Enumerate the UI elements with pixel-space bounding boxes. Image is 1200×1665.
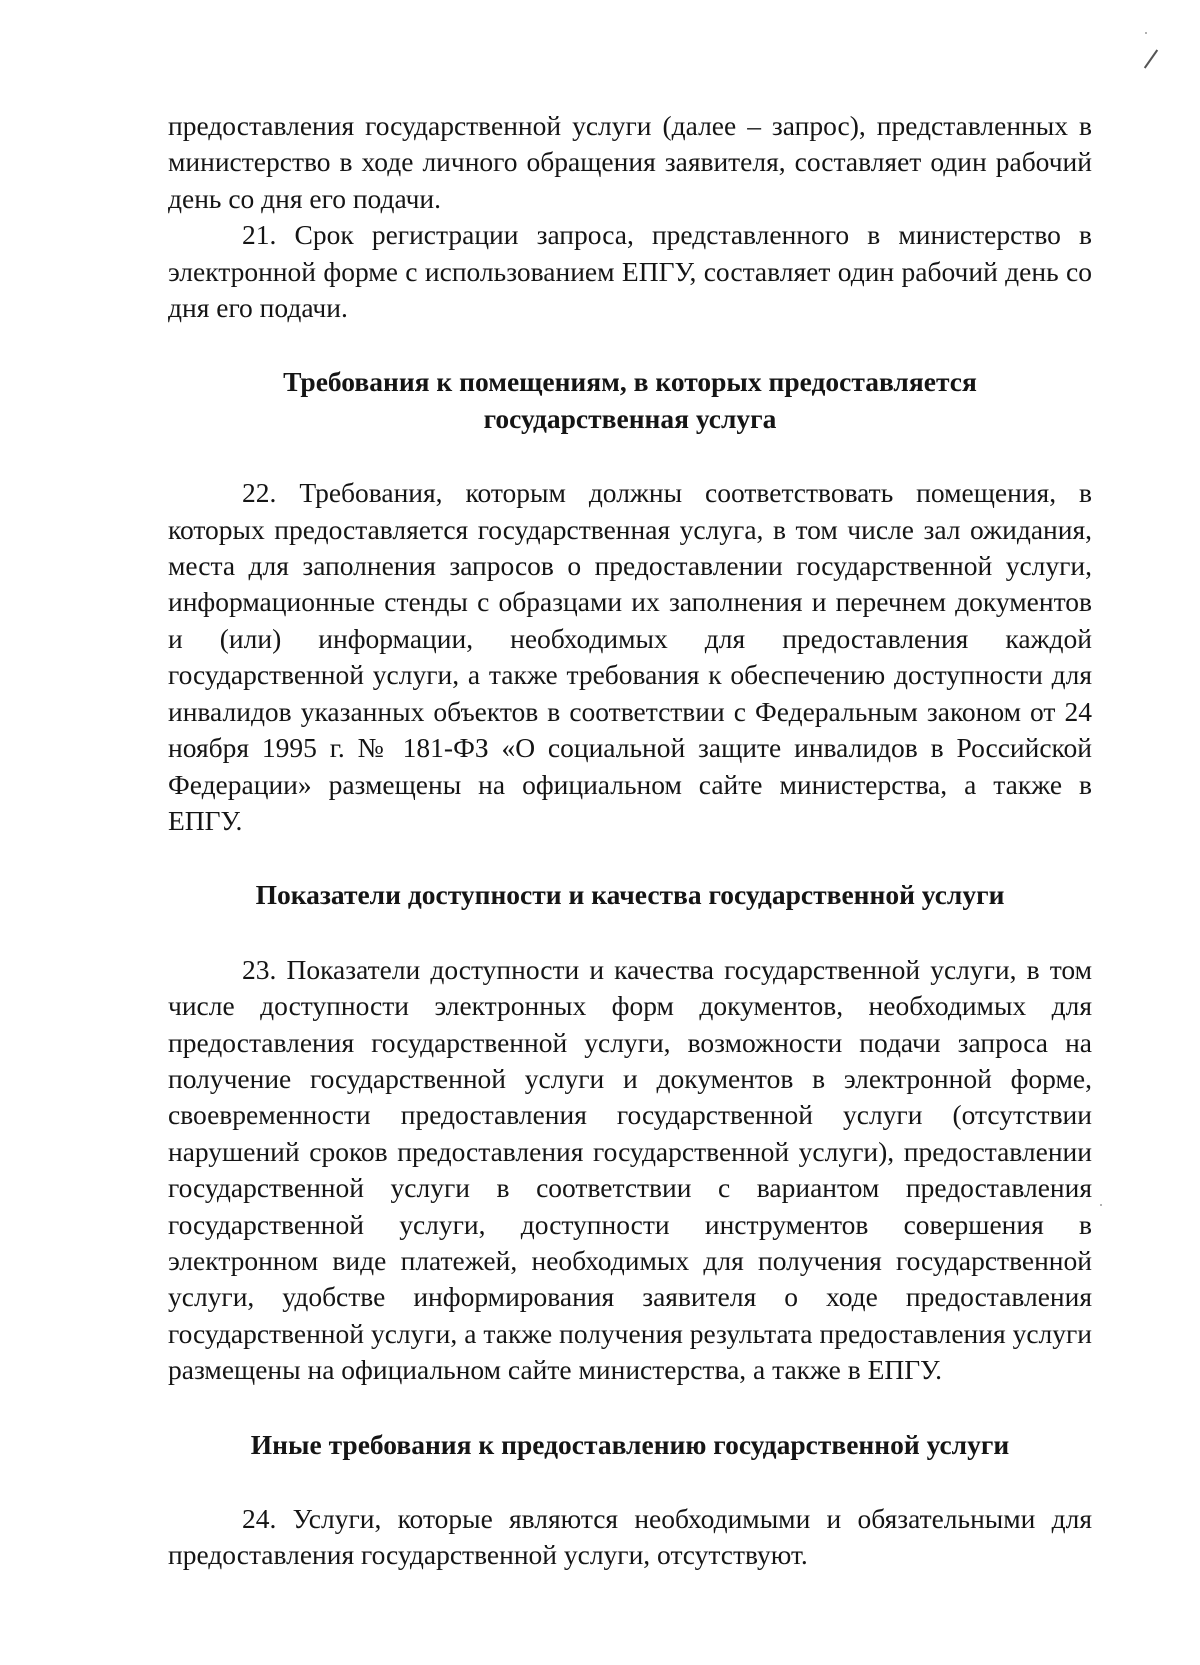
paragraph-continuation: предоставления государственной услуги (далее – запрос), представленных в министерство в ходе личного обращения заявителя, составляет один рабочий день со дня его подачи. bbox=[168, 110, 1092, 214]
paragraph-22: 22. Требования, которым должны соответствовать помещения, в которых предоставляется государственная услуга, в том числе зал ожидания, места для заполнения запросов о предоставлении государственной услуги, информационные стенды с образцами их заполнения и перечнем документов и (или) информации, необходимых для предоставления каждой государственной услуги, а также требования к обеспечению доступности для инвалидов указанных объектов в соответствии с Федеральным законом от 24 ноября 1995 г. № 181-ФЗ «О социальной защите инвалидов в Российской Федерации» размещены на официальном сайте министерства, а также в ЕПГУ. bbox=[168, 477, 1092, 836]
scan-mark bbox=[1144, 49, 1158, 68]
paragraph-23: 23. Показатели доступности и качества государственной услуги, в том числе доступности электронных форм документов, необходимых для предоставления государственной услуги, возможности подачи запроса на получение государственной услуги и документов в электронной форме, своевременности предоставления государственной услуги (отсутствии нарушений сроков предоставления государственной услуги), предоставлении государственной услуги в соответствии с вариантом предоставления государственной услуги, доступности инструментов совершения в электронном виде платежей, необходимых для получения государственной услуги, удобстве информирования заявителя о ходе предоставления государственной услуги, а также получения результата предоставления услуги размещены на официальном сайте министерства, а также в ЕПГУ. bbox=[168, 953, 1092, 1386]
scan-speck bbox=[1145, 32, 1147, 34]
heading-line: Требования к помещениям, в которых предоставляется bbox=[283, 366, 977, 398]
section-heading-quality: Показатели доступности и качества государственной услуги bbox=[255, 879, 1005, 911]
paragraph-21: 21. Срок регистрации запроса, представленного в министерство в электронной форме с использованием ЕПГУ, составляет один рабочий день со дня его подачи. bbox=[168, 219, 1092, 324]
document-body bbox=[168, 108, 1092, 1574]
section-heading-other: Иные требования к предоставлению государственной услуги bbox=[250, 1428, 1010, 1460]
section-heading-premises bbox=[168, 364, 1092, 437]
paragraph-24: 24. Услуги, которые являются необходимыми и обязательными для предоставления государственной услуги, отсутствуют. bbox=[168, 1503, 1092, 1571]
scan-speck bbox=[1100, 1204, 1102, 1206]
heading-line: государственная услуга bbox=[483, 402, 777, 434]
